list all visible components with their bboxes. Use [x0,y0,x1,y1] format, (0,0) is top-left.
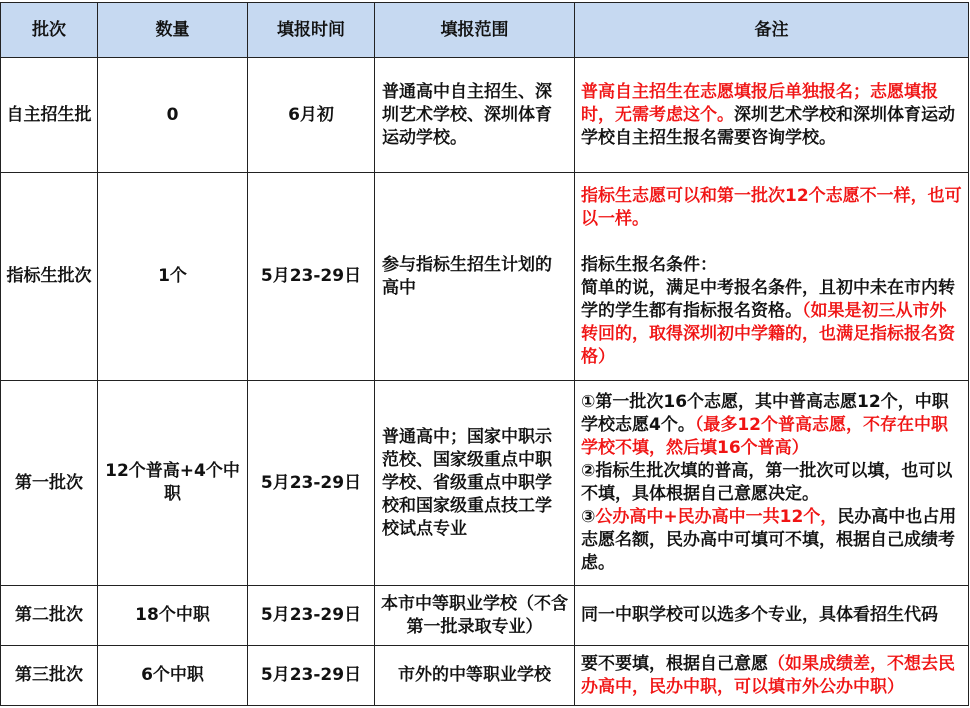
cell-batch [1,58,98,173]
cell-remark [575,173,969,381]
count-text: 1个 [158,266,187,286]
scope-text: 本市中等职业学校（不含第一批录取专业） [381,593,568,637]
remark-text-segment: 普高自主招生在志愿填报后单独报名；志愿填报时，无需考虑这个。 [581,81,938,125]
header-remark-label: 备注 [754,19,789,40]
remark-text-segment: 要不要填，根据自己意愿 [581,653,768,674]
cell-count [98,173,248,381]
cell-count [98,646,248,706]
cell-batch [1,646,98,706]
cell-remark [575,586,969,646]
remark-text-segment: ③ [581,507,596,527]
cell-time [248,646,375,706]
header-time-label: 填报时间 [277,19,345,40]
cell-remark [575,646,969,706]
remark-text-segment: 同一中职学校可以选多个专业，具体看招生代码 [581,605,938,625]
time-text: 5月23-29日 [260,266,362,286]
batch-text: 指标生批次 [6,266,92,286]
remark-paragraph [581,277,962,369]
time-text: 6月初 [288,104,334,125]
cell-scope [375,381,575,586]
cell-count [98,586,248,646]
remark-text-segment: 指标生报名条件： [581,254,717,275]
cell-batch [1,381,98,586]
count-text: 18个中职 [135,605,210,625]
time-text: 5月23-29日 [260,605,362,625]
header-batch-label: 批次 [32,19,66,40]
cell-batch [1,586,98,646]
cell-time [248,381,375,586]
remark-paragraph [581,254,962,277]
cell-remark [575,58,969,173]
remark-text-segment: ①第一批次16个志愿，其中普高志愿12个，中职学校志愿4个。 [581,392,949,435]
cell-batch [1,173,98,381]
header-remark [575,3,969,58]
remark-text-segment: 公办高中+民办高中一共12个， [595,507,838,527]
remark-paragraph [581,604,962,627]
remark-paragraph [581,81,962,150]
batch-text: 第三批次 [15,665,83,685]
time-text: 5月23-29日 [260,472,362,493]
remark-text-segment: 深圳艺术学校和深圳体育运动学校自主招生报名需要咨询学校。 [581,104,955,148]
remark-body [581,81,962,150]
count-text: 6个中职 [141,665,204,685]
scope-text: 普通高中自主招生、深圳艺术学校、深圳体育运动学校。 [382,81,552,148]
cell-scope [375,646,575,706]
remark-paragraph [581,185,962,231]
header-time [248,3,375,58]
count-text: 0 [166,104,179,125]
header-scope [375,3,575,58]
remark-body [581,653,962,699]
scope-text: 市外的中等职业学校 [398,665,551,685]
remark-paragraph [581,391,962,460]
header-batch [1,3,98,58]
remark-text-segment: （如果成绩差，不想去民办高中，民办中职，可以填市外公办中职） [581,653,955,697]
cell-count [98,381,248,586]
remark-paragraph [581,460,962,506]
header-count [98,3,248,58]
cell-time [248,586,375,646]
remark-body [581,391,962,575]
remark-body [581,604,962,627]
cell-count [98,58,248,173]
cell-scope [375,58,575,173]
remark-body [581,185,962,369]
remark-text-segment: （最多12个普高志愿，不存在中职学校不填，然后填16个普高） [581,415,949,458]
cell-remark [575,381,969,586]
remark-text-segment: （如果是初三从市外转回的，取得深圳初中学籍的，也满足指标报名资格） [581,300,955,367]
remark-text-segment: ②指标生批次填的普高，第一批次可以填，也可以不填，具体根据自己意愿决定。 [581,461,953,504]
remark-text-segment: 民办高中也占用志愿名额，民办高中可填可不填，根据自己成绩考虑。 [581,507,957,573]
volunteer-batch-table [0,2,969,706]
scope-text: 参与指标生招生计划的高中 [382,254,552,298]
remark-text-segment: 简单的说，满足中考报名条件，且初中未在市内转学的学生都有指标报名资格。 [581,277,955,321]
scope-text: 普通高中；国家中职示范校、国家级重点中职学校、省级重点中职学校和国家级重点技工学校试点专业 [382,426,552,539]
batch-text: 第二批次 [15,605,83,625]
remark-paragraph [581,506,962,575]
cell-time [248,173,375,381]
cell-scope [375,173,575,381]
remark-paragraph [581,653,962,699]
time-text: 5月23-29日 [260,665,362,685]
header-count-label: 数量 [155,19,190,40]
header-scope-label: 填报范围 [440,19,509,40]
batch-text: 自主招生批 [6,104,92,125]
count-text: 12个普高+4个中职 [105,461,240,504]
cell-time [248,58,375,173]
remark-text-segment: 指标生志愿可以和第一批次12个志愿不一样，也可以一样。 [581,185,962,229]
batch-text: 第一批次 [15,472,83,493]
cell-scope [375,586,575,646]
